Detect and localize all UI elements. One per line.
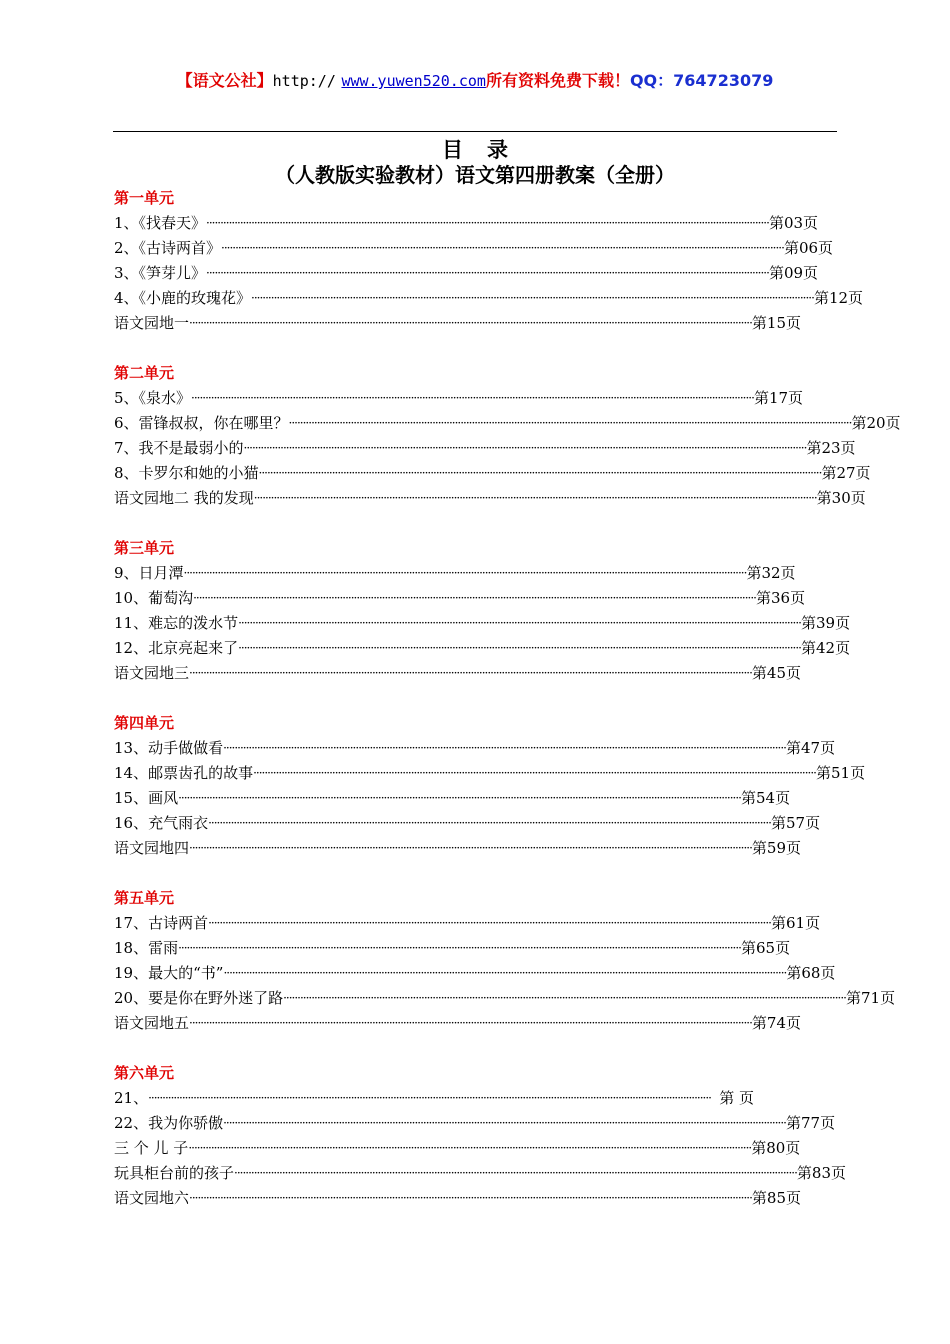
entry-page-number: 第83页	[796, 1164, 846, 1182]
toc-entry[interactable]	[114, 1136, 801, 1161]
toc-entry[interactable]	[114, 436, 856, 461]
entry-page-number: 第09页	[768, 264, 819, 282]
brand-label: 【语文公社】	[176, 71, 273, 90]
dot-leader: ········································································································································································································	[223, 966, 787, 980]
slogan-text: 所有资料免费下载！	[485, 71, 630, 90]
toc-unit	[114, 536, 851, 686]
entry-title: 10、葡萄沟	[114, 589, 194, 607]
entry-title: 13、动手做做看	[114, 739, 224, 757]
entry-title: 15、画风	[114, 789, 179, 807]
qq-number: QQ：764723079	[629, 71, 774, 90]
entry-title: 22、我为你骄傲	[114, 1114, 224, 1132]
toc-entry[interactable]	[114, 1111, 836, 1136]
entry-page-number: 第20页	[851, 414, 901, 432]
entry-page-number: 第71页	[845, 989, 896, 1007]
dot-leader: ········································································································································································································	[238, 641, 801, 655]
dot-leader: ········································································································································································································	[283, 991, 846, 1005]
page-header	[0, 68, 950, 91]
entry-page-number: 第61页	[770, 914, 821, 932]
entry-page-number: 第65页	[740, 939, 791, 957]
entry-page-number: 第85页	[751, 1189, 801, 1207]
entry-page-number: 第77页	[785, 1114, 836, 1132]
unit-heading: 第四单元	[114, 714, 175, 732]
entry-title: 16、充气雨衣	[114, 814, 209, 832]
toc-entry[interactable]	[114, 1161, 846, 1186]
dot-leader: ········································································································································································································	[206, 216, 769, 230]
dot-leader: ········································································································································································································	[253, 491, 817, 505]
entry-page-number: 第51页	[815, 764, 866, 782]
entry-page-number: 第39页	[800, 614, 851, 632]
dot-leader: ········································································································································································································	[189, 316, 752, 330]
page-subtitle: （人教版实验教材）语文第四册教案（全册）	[275, 163, 675, 187]
entry-page-number: 第36页	[755, 589, 806, 607]
dot-leader: ········································································································································································································	[178, 941, 741, 955]
entry-page-number: 第42页	[800, 639, 851, 657]
unit-heading: 第一单元	[114, 189, 175, 207]
toc-entry[interactable]	[114, 661, 801, 686]
dot-leader: ········································································································································································································	[243, 441, 807, 455]
toc-entry[interactable]	[114, 311, 801, 336]
unit-heading: 第六单元	[114, 1064, 175, 1082]
dot-leader: ········································································································································································································	[189, 841, 752, 855]
toc-entry[interactable]	[114, 786, 791, 811]
entry-title: 17、古诗两首	[114, 914, 209, 932]
dot-leader: ········································································································································································································	[189, 666, 752, 680]
dot-leader: ········································································································································································································	[188, 1141, 752, 1155]
entry-page-number: 第27页	[821, 464, 871, 482]
dot-leader: ········································································································································································································	[189, 1016, 752, 1030]
unit-heading: 第五单元	[114, 889, 175, 907]
toc-entry[interactable]	[114, 961, 836, 986]
toc-entry[interactable]	[114, 761, 866, 786]
dot-leader: ········································································································································································································	[223, 741, 786, 755]
toc-unit	[114, 711, 866, 861]
entry-page-number: 第45页	[751, 664, 801, 682]
toc-entry[interactable]	[114, 236, 834, 261]
entry-page-number: 第06页	[783, 239, 834, 257]
toc-entry[interactable]	[114, 586, 806, 611]
entry-page-number: 第23页	[806, 439, 856, 457]
dot-leader: ········································································································································································································	[191, 391, 754, 405]
entry-title: 8、卡罗尔和她的小猫	[114, 464, 259, 482]
dot-leader: ········································································································································································································	[234, 1166, 797, 1180]
header-divider	[113, 131, 837, 132]
entry-title: 12、北京亮起来了	[114, 639, 239, 657]
entry-title: 1、《找春天》	[114, 214, 207, 232]
url-protocol: http://	[272, 72, 336, 90]
entry-page-number: 第47页	[785, 739, 836, 757]
entry-title: 语文园地一	[114, 314, 190, 332]
entry-page-number: 第74页	[751, 1014, 801, 1032]
entry-title: 18、雷雨	[114, 939, 179, 957]
site-link[interactable]: www.yuwen520.com	[341, 72, 486, 90]
entry-title: 9、日月潭	[114, 564, 184, 582]
dot-leader: ········································································································································································································	[189, 1191, 752, 1205]
entry-page-number: 第80页	[751, 1139, 801, 1157]
entry-page-number: 第17页	[753, 389, 804, 407]
entry-page-number: 第12页	[813, 289, 864, 307]
dot-leader: ········································································································································································································	[148, 1091, 711, 1105]
entry-title: 三 个 儿 子	[114, 1139, 189, 1157]
dot-leader: ········································································································································································································	[206, 266, 769, 280]
entry-title: 11、难忘的泼水节	[114, 614, 239, 632]
toc-entry[interactable]	[114, 561, 796, 586]
toc-entry[interactable]	[114, 811, 821, 836]
toc-entry[interactable]	[114, 386, 804, 411]
toc-unit	[114, 361, 901, 511]
entry-page-number: 第 页	[719, 1089, 754, 1107]
dot-leader: ········································································································································································································	[208, 916, 771, 930]
toc-entry[interactable]	[114, 461, 871, 486]
toc-entry[interactable]	[114, 286, 864, 311]
dot-leader: ········································································································································································································	[253, 766, 816, 780]
toc-entry[interactable]	[114, 211, 819, 236]
entry-title: 21、	[114, 1089, 149, 1107]
toc-entry[interactable]	[114, 636, 851, 661]
toc-entry[interactable]	[114, 411, 901, 436]
unit-heading: 第二单元	[114, 364, 175, 382]
entry-page-number: 第30页	[816, 489, 866, 507]
toc-entry[interactable]	[114, 1011, 801, 1036]
dot-leader: ········································································································································································································	[183, 566, 747, 580]
entry-title: 14、邮票齿孔的故事	[114, 764, 254, 782]
dot-leader: ········································································································································································································	[258, 466, 822, 480]
table-of-contents	[114, 186, 901, 1236]
entry-title: 20、要是你在野外迷了路	[114, 989, 284, 1007]
dot-leader: ········································································································································································································	[223, 1116, 786, 1130]
toc-entry[interactable]	[114, 1186, 801, 1211]
toc-entry[interactable]	[114, 911, 821, 936]
unit-heading: 第三单元	[114, 539, 175, 557]
entry-title: 语文园地六	[114, 1189, 190, 1207]
dot-leader: ········································································································································································································	[178, 791, 741, 805]
entry-page-number: 第54页	[740, 789, 791, 807]
toc-entry[interactable]	[114, 736, 836, 761]
toc-entry[interactable]	[114, 486, 866, 511]
entry-title: 19、最大的“书”	[114, 964, 224, 982]
toc-entry[interactable]	[114, 986, 896, 1011]
entry-page-number: 第03页	[768, 214, 819, 232]
entry-page-number: 第68页	[786, 964, 836, 982]
entry-title: 6、雷锋叔叔，你在哪里？	[114, 414, 289, 432]
toc-entry[interactable]	[114, 836, 801, 861]
entry-title: 玩具柜台前的孩子	[114, 1164, 235, 1182]
toc-unit	[114, 186, 864, 336]
toc-unit	[114, 1061, 846, 1211]
dot-leader: ········································································································································································································	[208, 816, 771, 830]
page-title: 目录	[442, 138, 532, 162]
entry-page-number: 第15页	[751, 314, 801, 332]
entry-title: 4、《小鹿的玫瑰花》	[114, 289, 252, 307]
toc-unit	[114, 886, 896, 1036]
entry-page-number: 第57页	[770, 814, 821, 832]
entry-title: 3、《笋芽儿》	[114, 264, 207, 282]
dot-leader: ········································································································································································································	[251, 291, 814, 305]
entry-title: 语文园地五	[114, 1014, 190, 1032]
toc-entry[interactable]	[114, 611, 851, 636]
toc-entry[interactable]	[114, 1086, 754, 1111]
dot-leader: ········································································································································································································	[288, 416, 852, 430]
entry-title: 7、我不是最弱小的	[114, 439, 244, 457]
entry-title: 语文园地四	[114, 839, 190, 857]
entry-title: 2、《古诗两首》	[114, 239, 222, 257]
toc-entry[interactable]	[114, 936, 791, 961]
dot-leader: ········································································································································································································	[221, 241, 784, 255]
entry-title: 5、《泉水》	[114, 389, 192, 407]
dot-leader: ········································································································································································································	[193, 591, 756, 605]
dot-leader: ········································································································································································································	[238, 616, 801, 630]
entry-page-number: 第59页	[751, 839, 801, 857]
entry-page-number: 第32页	[746, 564, 796, 582]
entry-title: 语文园地二 我的发现	[114, 489, 254, 507]
toc-entry[interactable]	[114, 261, 819, 286]
entry-title: 语文园地三	[114, 664, 190, 682]
